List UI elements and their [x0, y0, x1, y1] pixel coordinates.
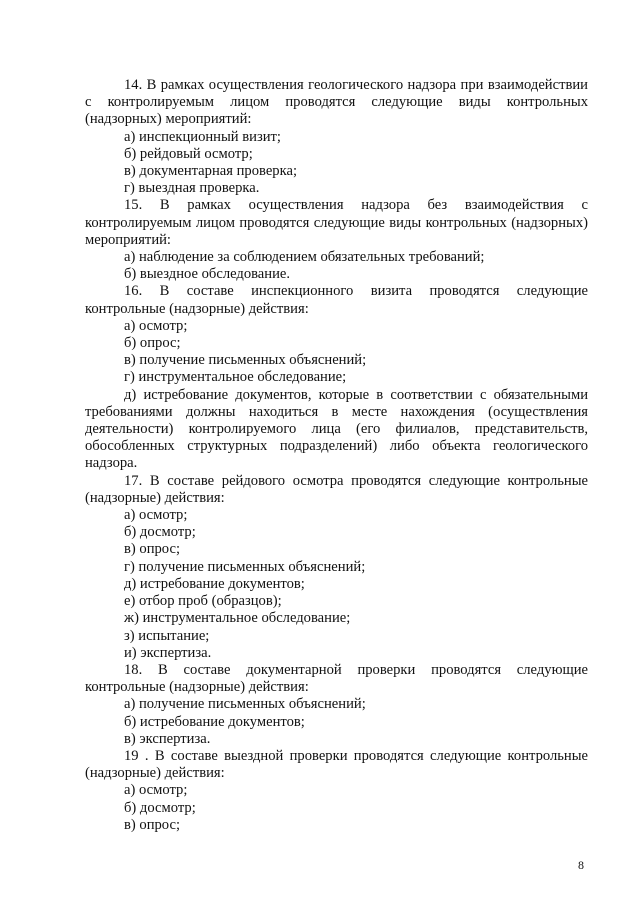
paragraph-14: 14. В рамках осуществления геологического надзора при взаимодействии с контролируемым лицом проводятся следующие виды контрольных (надзорных) мероприятий:: [85, 77, 588, 128]
list-item: в) опрос;: [124, 816, 180, 833]
list-item: а) осмотр;: [124, 317, 188, 334]
page-number: 8: [578, 858, 584, 872]
list-item: в) документарная проверка;: [124, 163, 297, 180]
paragraph-17: 17. В составе рейдового осмотра проводятся следующие контрольные (надзорные) действия:: [85, 472, 588, 506]
list-item: в) экспертиза.: [124, 730, 211, 747]
list-item: а) осмотр;: [124, 507, 188, 524]
list-item: г) получение письменных объяснений;: [124, 558, 366, 575]
paragraph-15: 15. В рамках осуществления надзора без взаимодействия с контролируемым лицом проводятся следующие виды контрольных (надзорных) мероприятий:: [85, 197, 588, 248]
paragraph-16-item-d: д) истребование документов, которые в соответствии с обязательными требованиями должны находиться в месте нахождения (осуществления деятельности) контролируемого лица (его филиалов, представительств, обособленных структурных подразделений) либо объекта геологического надзора.: [85, 386, 588, 472]
list-item: б) истребование документов;: [124, 713, 305, 730]
list-item: в) получение письменных объяснений;: [124, 352, 367, 369]
list-item: е) отбор проб (образцов);: [124, 593, 282, 610]
list-item: д) истребование документов;: [124, 575, 305, 592]
list-item: а) инспекционный визит;: [124, 128, 281, 145]
list-item: б) рейдовый осмотр;: [124, 145, 253, 162]
list-item: з) испытание;: [124, 627, 210, 644]
list-item: б) выездное обследование.: [124, 266, 291, 283]
list-item: и) экспертиза.: [124, 644, 212, 661]
list-item: б) опрос;: [124, 335, 181, 352]
list-item: а) осмотр;: [124, 782, 188, 799]
paragraph-16: 16. В составе инспекционного визита проводятся следующие контрольные (надзорные) действия:: [85, 283, 588, 317]
list-item: б) досмотр;: [124, 799, 196, 816]
list-item: а) наблюдение за соблюдением обязательных требований;: [124, 249, 485, 266]
list-item: а) получение письменных объяснений;: [124, 696, 366, 713]
list-item: ж) инструментальное обследование;: [124, 610, 351, 627]
paragraph-18: 18. В составе документарной проверки проводятся следующие контрольные (надзорные) действия:: [85, 661, 588, 696]
list-item: г) инструментальное обследование;: [124, 369, 347, 386]
list-item: г) выездная проверка.: [124, 180, 260, 197]
list-item: в) опрос;: [124, 541, 180, 558]
list-item: б) досмотр;: [124, 524, 196, 541]
document-body: [85, 77, 588, 834]
paragraph-19: 19 . В составе выездной проверки проводятся следующие контрольные (надзорные) действия:: [85, 747, 588, 782]
